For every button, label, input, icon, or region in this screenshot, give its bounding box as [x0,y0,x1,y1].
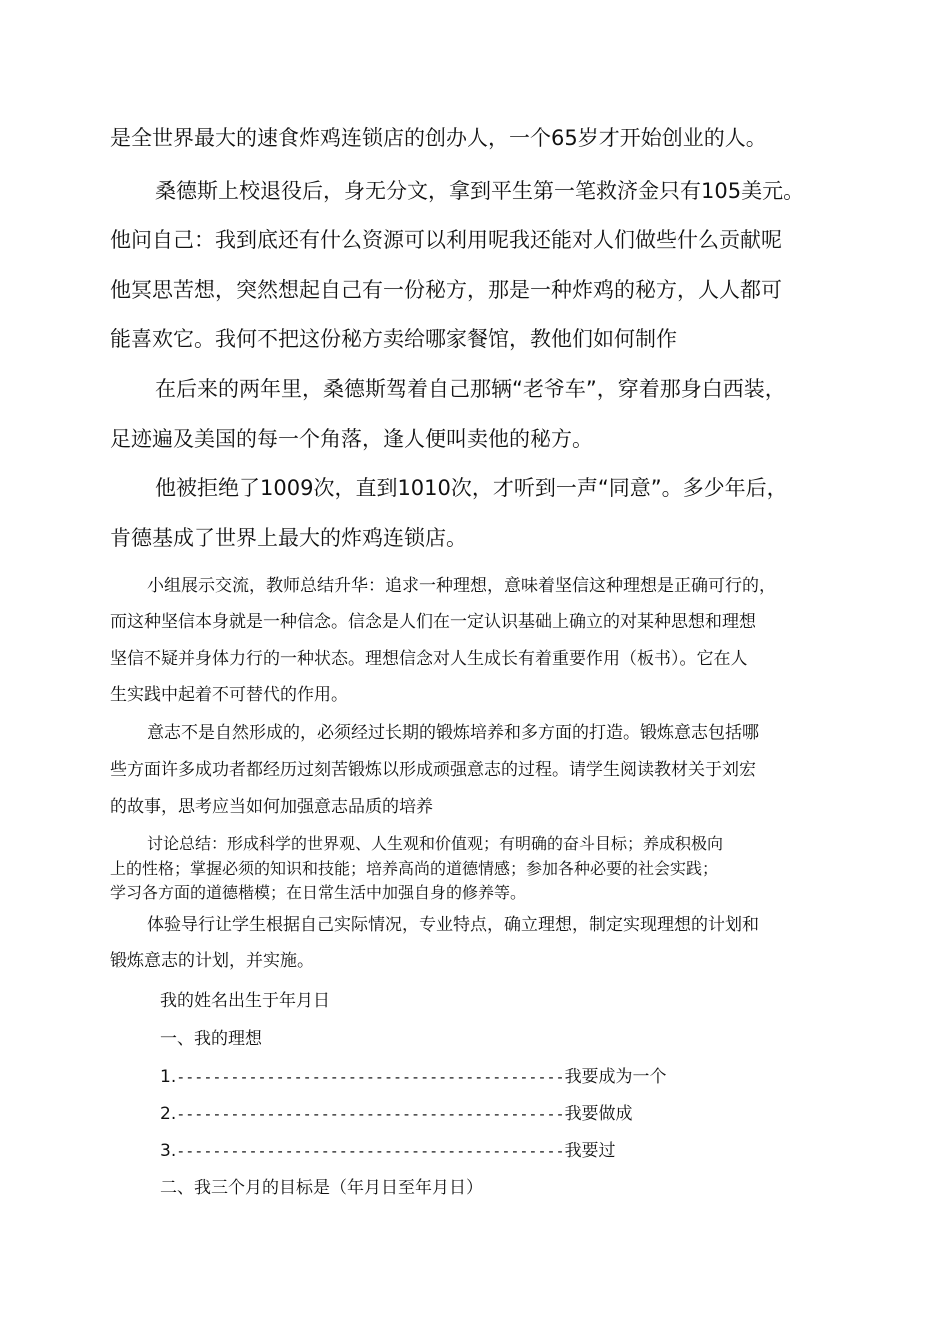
discussion-line-3: 学习各方面的道德楷模；在日常生活中加强自身的修养等。 [110,883,527,902]
form-item-number: 1. [160,1067,177,1087]
form-section-1-title: 一、我的理想 [160,1029,262,1049]
form-item-3 [160,1136,616,1161]
will-line-1: 意志不是自然形成的，必须经过长期的锻炼培养和多方面的打造。锻炼意志包括哪 [147,723,759,743]
summary-line-1: 小组展示交流，教师总结升华：追求一种理想，意味着坚信这种理想是正确可行的， [147,576,776,596]
story-paragraph-2-line-3: 他冥思苦想，突然想起自己有一份秘方，那是一种炸鸡的秘方，人人都可 [110,278,782,302]
form-item-dashes: ------------------------------------------- [176,1142,565,1160]
story-paragraph-4-line-2: 肯德基成了世界上最大的炸鸡连锁店。 [110,526,467,550]
form-item-number: 3. [160,1141,177,1161]
summary-line-2: 而这种坚信本身就是一种信念。信念是人们在一定认识基础上确立的对某种思想和理想 [110,612,756,632]
summary-line-3: 坚信不疑并身体力行的一种状态。理想信念对人生成长有着重要作用（板书）。它在人 [110,649,748,669]
form-item-dashes: ------------------------------------------- [176,1068,565,1086]
form-section-2-title: 二、我三个月的目标是（年月日至年月日） [160,1178,483,1198]
form-item-text: 我要过 [564,1141,616,1161]
discussion-line-1: 讨论总结：形成科学的世界观、人生观和价值观；有明确的奋斗目标；养成积极向 [147,834,724,853]
story-paragraph-2-line-2: 他问自己：我到底还有什么资源可以利用呢我还能对人们做些什么贡献呢 [110,228,782,252]
story-paragraph-1: 是全世界最大的速食炸鸡连锁店的创办人，一个65岁才开始创业的人。 [110,126,767,150]
summary-line-4: 生实践中起着不可替代的作用。 [110,685,348,705]
discussion-line-2: 上的性格；掌握必须的知识和技能；培养高尚的道德情感；参加各种必要的社会实践； [110,859,719,878]
story-paragraph-3-line-2: 足迹遍及美国的每一个角落，逢人便叫卖他的秘方。 [110,427,593,451]
story-paragraph-3-line-1: 在后来的两年里，桑德斯驾着自己那辆“老爷车”，穿着那身白西装， [155,377,786,401]
will-line-2: 些方面许多成功者都经历过刻苦锻炼以形成顽强意志的过程。请学生阅读教材关于刘宏 [110,760,756,780]
form-item-number: 2. [160,1104,177,1124]
story-paragraph-2-line-4: 能喜欢它。我何不把这份秘方卖给哪家餐馆，教他们如何制作 [110,327,677,351]
experience-line-1: 体验导行让学生根据自己实际情况，专业特点，确立理想，制定实现理想的计划和 [147,915,759,935]
form-item-2 [160,1099,633,1124]
form-item-text: 我要做成 [564,1104,633,1124]
experience-line-2: 锻炼意志的计划，并实施。 [110,951,314,971]
will-line-3: 的故事，思考应当如何加强意志品质的培养 [110,797,433,817]
form-item-text: 我要成为一个 [564,1067,667,1087]
story-paragraph-4-line-1: 他被拒绝了1009次，直到1010次，才听到一声“同意”。多少年后， [155,476,788,500]
story-paragraph-2-line-1: 桑德斯上校退役后，身无分文，拿到平生第一笔救济金只有105美元。 [155,179,805,203]
form-item-1 [160,1062,667,1087]
form-intro: 我的姓名出生于年月日 [160,991,330,1011]
form-item-dashes: ------------------------------------------- [176,1105,565,1123]
